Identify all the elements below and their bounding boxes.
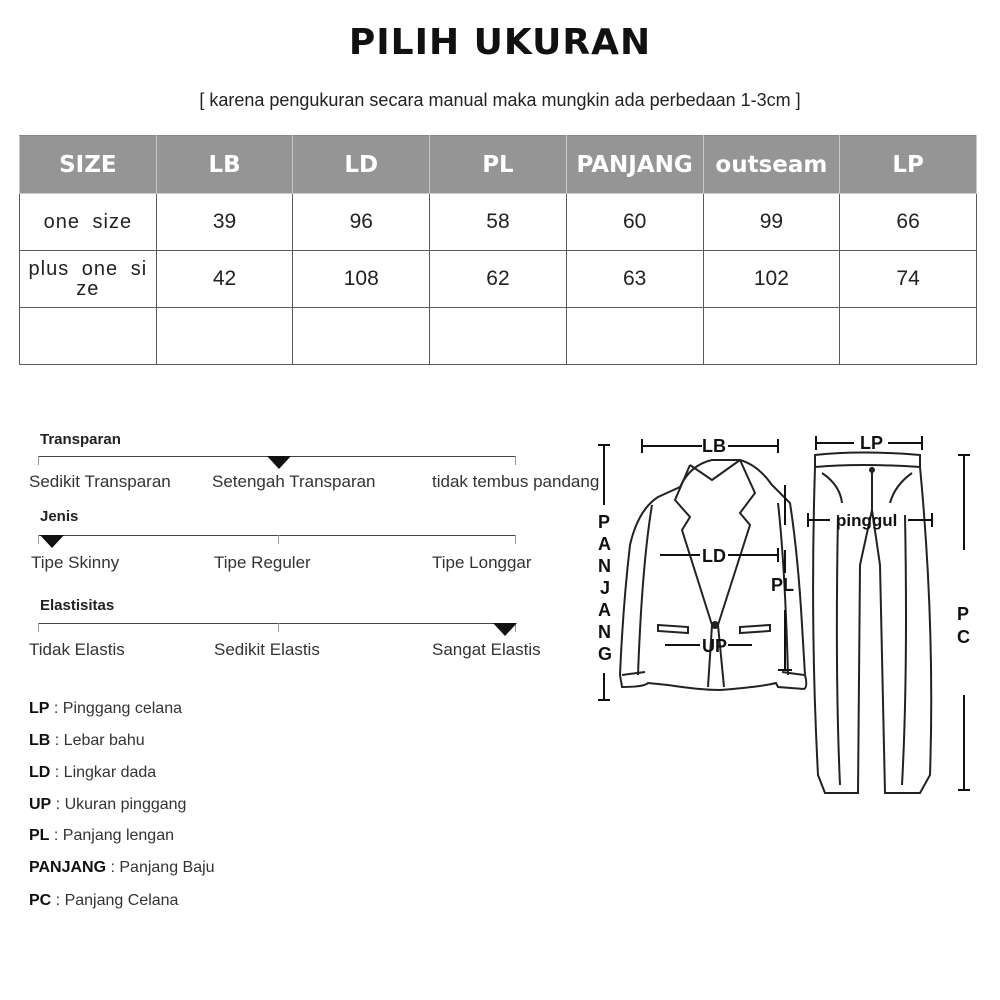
label-up: UP bbox=[702, 636, 728, 656]
label-panjang-letter: J bbox=[600, 578, 611, 598]
scale-label-transparan: Transparan bbox=[40, 431, 121, 448]
scale-option: tidak tembus pandang bbox=[432, 472, 600, 491]
legend-item bbox=[29, 859, 215, 877]
legend-abbr: LP bbox=[29, 700, 50, 717]
scale-option: Sangat Elastis bbox=[432, 640, 541, 659]
measurement-lines bbox=[598, 436, 970, 790]
legend-desc: : Panjang Baju bbox=[106, 859, 215, 876]
label-lp: LP bbox=[860, 433, 884, 453]
scale-option: Tipe Skinny bbox=[31, 553, 120, 572]
legend-item bbox=[29, 892, 178, 910]
legend-desc: : Lebar bahu bbox=[50, 732, 145, 749]
table-cell: 42 bbox=[156, 251, 293, 308]
table-cell: 60 bbox=[566, 194, 703, 251]
scale-option: Setengah Transparan bbox=[212, 472, 376, 491]
header-lp: LP bbox=[840, 136, 977, 194]
label-panjang-letter: N bbox=[598, 622, 611, 642]
table-cell bbox=[430, 308, 567, 365]
size-table bbox=[19, 135, 977, 365]
header-panjang: PANJANG bbox=[566, 136, 703, 194]
measurement-note: [ karena pengukuran secara manual maka mungkin ada perbedaan 1-3cm ] bbox=[199, 90, 801, 110]
scale-label-jenis: Jenis bbox=[40, 508, 79, 525]
header-outseam: outseam bbox=[703, 136, 840, 194]
legend-desc: : Lingkar dada bbox=[50, 764, 157, 781]
legend-abbr: LB bbox=[29, 732, 51, 749]
label-panjang-letter: G bbox=[598, 644, 613, 664]
scale-option: Tipe Reguler bbox=[214, 553, 311, 572]
header-ld: LD bbox=[293, 136, 430, 194]
selected-marker-icon bbox=[493, 623, 517, 636]
selected-marker-icon bbox=[267, 456, 291, 469]
scale-line-jenis bbox=[38, 535, 516, 536]
table-cell bbox=[293, 308, 430, 365]
label-panjang-letter: P bbox=[598, 512, 611, 532]
table-cell: 96 bbox=[293, 194, 430, 251]
legend-desc: : Pinggang celana bbox=[49, 700, 182, 717]
header-size: SIZE bbox=[20, 136, 157, 194]
table-row bbox=[20, 308, 977, 365]
scale-tick bbox=[278, 535, 279, 544]
selected-marker-icon bbox=[40, 535, 64, 548]
scale-option: Tidak Elastis bbox=[29, 640, 125, 659]
table-cell: 66 bbox=[840, 194, 977, 251]
scale-option: Tipe Longgar bbox=[432, 553, 532, 572]
legend-abbr: PL bbox=[29, 827, 50, 844]
table-cell: 74 bbox=[840, 251, 977, 308]
legend-abbr: LD bbox=[29, 764, 51, 781]
label-pc-letter: P bbox=[957, 604, 970, 624]
legend-abbr: PC bbox=[29, 892, 52, 909]
label-pinggul: pinggul bbox=[836, 511, 898, 530]
legend-desc: : Panjang lengan bbox=[49, 827, 174, 844]
scale-option: Sedikit Transparan bbox=[29, 472, 171, 491]
table-row bbox=[20, 251, 977, 308]
table-cell-size: one size bbox=[20, 194, 157, 251]
table-cell bbox=[20, 308, 157, 365]
scale-tick bbox=[38, 623, 39, 632]
legend-item bbox=[29, 827, 174, 845]
header-pl: PL bbox=[430, 136, 567, 194]
scale-label-elastisitas: Elastisitas bbox=[40, 597, 115, 614]
table-cell bbox=[156, 308, 293, 365]
label-panjang-letter: A bbox=[598, 600, 611, 620]
scale-tick bbox=[278, 623, 279, 632]
scale-tick bbox=[515, 456, 516, 465]
scale-line-elastisitas bbox=[38, 623, 516, 624]
legend-item bbox=[29, 700, 182, 718]
table-cell bbox=[703, 308, 840, 365]
label-panjang-letter: N bbox=[598, 556, 611, 576]
pants-icon bbox=[813, 453, 931, 794]
scale-tick bbox=[515, 535, 516, 544]
scale-option: Sedikit Elastis bbox=[214, 640, 320, 659]
label-pl: PL bbox=[771, 575, 795, 595]
scale-tick bbox=[38, 535, 39, 544]
legend-desc: : Ukuran pinggang bbox=[51, 796, 187, 813]
table-cell bbox=[840, 308, 977, 365]
legend-abbr: PANJANG bbox=[29, 859, 107, 876]
legend-item bbox=[29, 732, 145, 750]
table-cell: 108 bbox=[293, 251, 430, 308]
table-row bbox=[20, 194, 977, 251]
label-ld: LD bbox=[702, 546, 726, 566]
page-title: PILIH UKURAN bbox=[348, 22, 652, 63]
legend-abbr: UP bbox=[29, 796, 52, 813]
table-header-row bbox=[20, 136, 977, 194]
table-cell: 39 bbox=[156, 194, 293, 251]
scale-tick bbox=[38, 456, 39, 465]
table-cell: 62 bbox=[430, 251, 567, 308]
garment-measurement-diagram bbox=[590, 425, 990, 845]
legend-item bbox=[29, 796, 186, 814]
table-cell: 63 bbox=[566, 251, 703, 308]
table-cell: 58 bbox=[430, 194, 567, 251]
table-cell bbox=[566, 308, 703, 365]
table-cell: 99 bbox=[703, 194, 840, 251]
table-cell-size: plus one si ze bbox=[20, 251, 157, 308]
legend-item bbox=[29, 764, 156, 782]
label-lb: LB bbox=[702, 436, 726, 456]
legend-desc: : Panjang Celana bbox=[51, 892, 179, 909]
label-pc-letter: C bbox=[957, 627, 970, 647]
table-cell: 102 bbox=[703, 251, 840, 308]
label-panjang-letter: A bbox=[598, 534, 611, 554]
header-lb: LB bbox=[156, 136, 293, 194]
